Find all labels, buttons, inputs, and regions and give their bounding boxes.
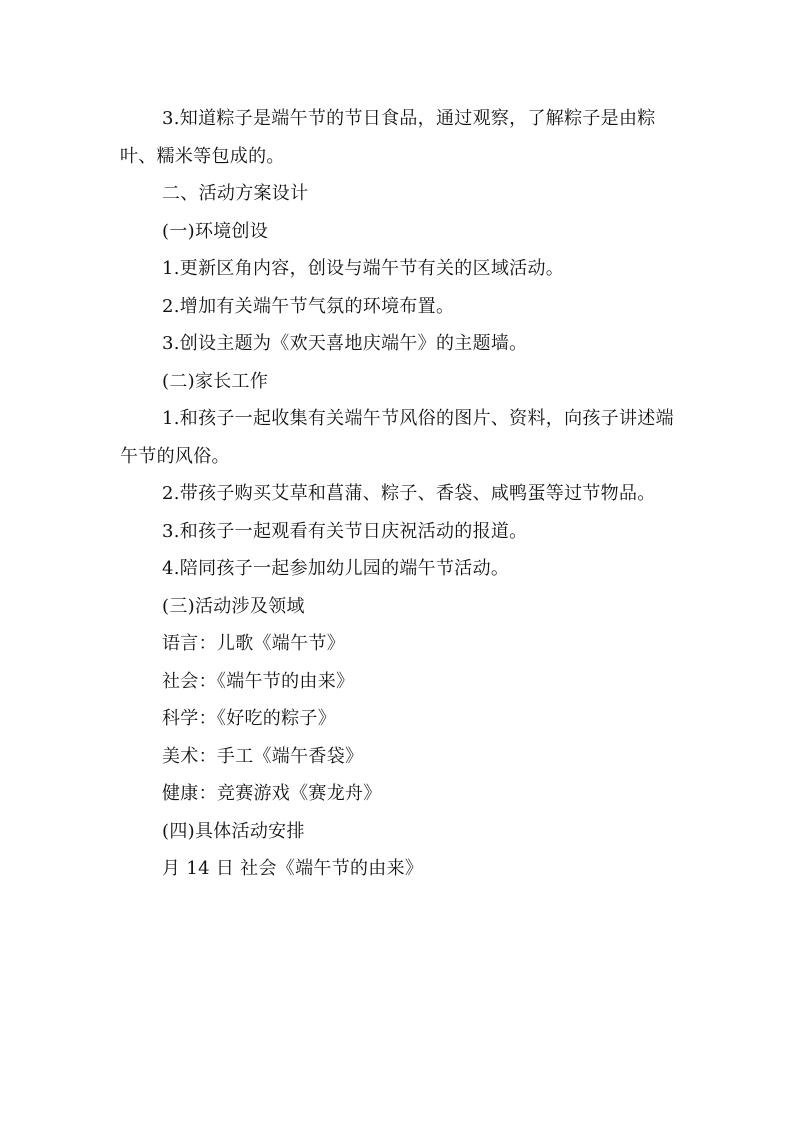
domain-health: 健康：竞赛游戏《赛龙舟》 — [162, 783, 382, 804]
domain-art: 美术：手工《端午香袋》 — [162, 745, 364, 767]
domain-society: 社会：《端午节的由来》 — [162, 670, 355, 692]
subheading-domains: (三)活动涉及领域 — [162, 595, 305, 617]
subheading-parents-work: (二)家长工作 — [162, 370, 269, 392]
paragraph-environment-3: 3.创设主题为《欢天喜地庆端午》的主题墙。 — [162, 333, 528, 354]
paragraph-parents-2: 2.带孩子购买艾草和菖蒲、粽子、香袋、咸鸭蛋等过节物品。 — [162, 483, 656, 504]
paragraph-goal-3: 3.知道粽子是端午节的节日食品，通过观察，了解粽子是由粽叶、糯米等包成的。 — [120, 108, 656, 167]
subheading-environment: (一)环境创设 — [162, 220, 269, 242]
document-body — [120, 100, 676, 888]
section-heading-activity-design: 二、活动方案设计 — [162, 183, 309, 204]
paragraph-parents-3: 3.和孩子一起观看有关节日庆祝活动的报道。 — [162, 520, 528, 542]
domain-science: 科学：《好吃的粽子》 — [162, 708, 336, 729]
schedule-item-14: 月 14 日 社会《端午节的由来》 — [162, 858, 424, 879]
paragraph-environment-1: 1.更新区角内容，创设与端午节有关的区域活动。 — [162, 258, 565, 279]
paragraph-parents-1: 1.和孩子一起收集有关端午节风俗的图片、资料，向孩子讲述端午节的风俗。 — [120, 408, 674, 467]
domain-language: 语言：儿歌《端午节》 — [162, 633, 345, 654]
subheading-schedule: (四)具体活动安排 — [162, 820, 305, 842]
paragraph-environment-2: 2.增加有关端午节气氛的环境布置。 — [162, 295, 455, 317]
paragraph-parents-4: 4.陪同孩子一起参加幼儿园的端午节活动。 — [162, 558, 510, 579]
